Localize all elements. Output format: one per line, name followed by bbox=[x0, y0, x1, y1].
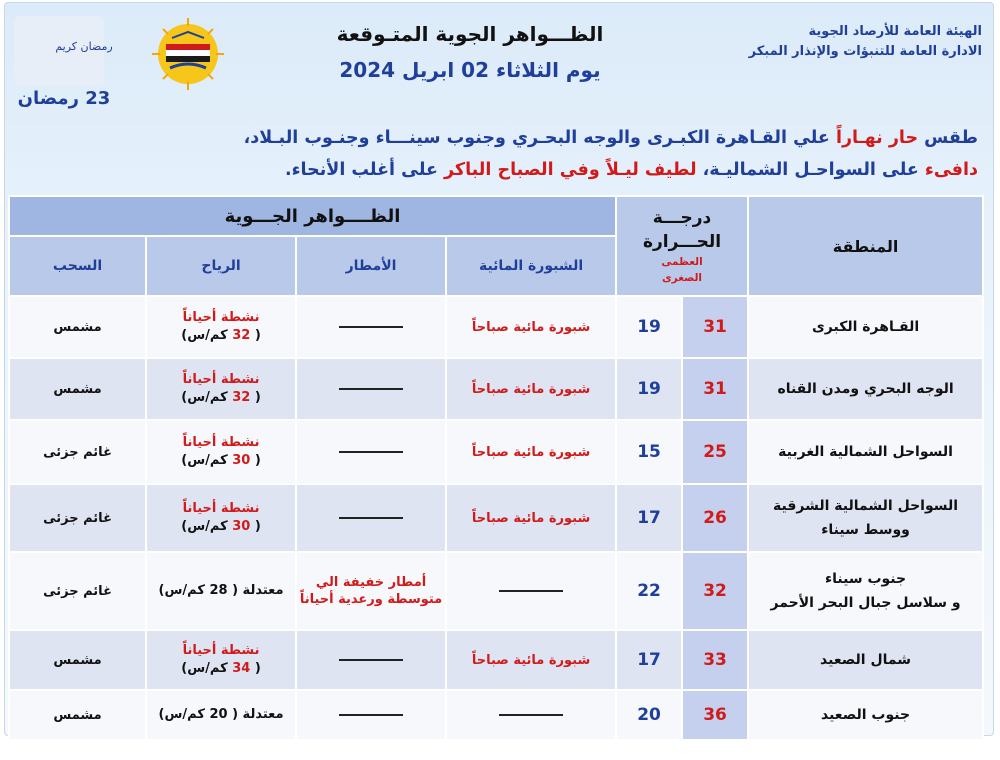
summary-morning: وفي الصباح الباكر bbox=[444, 160, 600, 180]
bottom-strip bbox=[4, 738, 994, 760]
region-line-1: جنوب سيناء bbox=[824, 571, 907, 587]
max-temp-cell: 26 bbox=[682, 484, 748, 552]
header-wind: الرياح bbox=[146, 236, 296, 296]
wind-cell bbox=[146, 296, 296, 358]
region-cell bbox=[748, 552, 983, 630]
wind-desc: نشطة أحياناً bbox=[182, 501, 260, 516]
ema-sun-logo-icon bbox=[140, 16, 236, 92]
region-line-2: ووسط سيناء bbox=[821, 522, 910, 538]
fog-cell: شبورة مائية صباحاً bbox=[446, 630, 616, 690]
dash-mark bbox=[339, 517, 403, 519]
dash-mark bbox=[339, 451, 403, 453]
fog-cell bbox=[446, 552, 616, 630]
wind-desc: نشطة أحياناً bbox=[182, 435, 260, 450]
max-temp-cell: 36 bbox=[682, 690, 748, 740]
table-row bbox=[9, 296, 983, 358]
fog-cell: شبورة مائية صباحاً bbox=[446, 358, 616, 420]
wind-cell: معتدلة ( 20 كم/س) bbox=[146, 690, 296, 740]
wind-speed: 30 bbox=[232, 453, 251, 468]
wind-pre: ( bbox=[250, 661, 261, 676]
clouds-cell: مشمس bbox=[9, 630, 146, 690]
min-temp-cell: 19 bbox=[616, 358, 682, 420]
clouds-cell: مشمس bbox=[9, 690, 146, 740]
header-temp-title-1: درجـــة bbox=[652, 208, 712, 228]
dash-mark bbox=[499, 590, 563, 592]
wind-unit: كم/س) bbox=[181, 661, 233, 676]
summary-part: على أغلب الأنحاء. bbox=[284, 160, 445, 180]
header-temp-max: العظمى bbox=[661, 256, 703, 268]
wind-unit: كم/س) bbox=[181, 390, 233, 405]
fog-cell bbox=[446, 690, 616, 740]
clouds-cell: غائم جزئى bbox=[9, 484, 146, 552]
summary-warm: دافىء bbox=[924, 160, 978, 180]
wind-speed: 34 bbox=[232, 661, 251, 676]
region-cell: السواحل الشمالية الغربية bbox=[748, 420, 983, 484]
dash-mark bbox=[339, 714, 403, 716]
summary-day: نهـاراً bbox=[829, 128, 889, 148]
table-row bbox=[9, 690, 983, 740]
min-temp-cell: 15 bbox=[616, 420, 682, 484]
header-fog: الشبورة المائية bbox=[446, 236, 616, 296]
wind-speed: 32 bbox=[232, 328, 251, 343]
region-cell: الوجه البحري ومدن القناه bbox=[748, 358, 983, 420]
clouds-cell: غائم جزئى bbox=[9, 552, 146, 630]
summary-hot: حار bbox=[888, 128, 919, 148]
fog-cell: شبورة مائية صباحاً bbox=[446, 420, 616, 484]
rain-cell: أمطار خفيفة الي متوسطة ورعدية أحياناً bbox=[296, 552, 446, 630]
wind-cell: معتدلة ( 28 كم/س) bbox=[146, 552, 296, 630]
clouds-cell: مشمس bbox=[9, 296, 146, 358]
wind-unit: كم/س) bbox=[181, 453, 233, 468]
wind-cell bbox=[146, 420, 296, 484]
crescent-moon-icon bbox=[14, 16, 113, 86]
rain-cell bbox=[296, 630, 446, 690]
table-row bbox=[9, 484, 983, 552]
region-cell: القـاهرة الكبرى bbox=[748, 296, 983, 358]
wind-pre: ( bbox=[250, 453, 261, 468]
wind-unit: كم/س) bbox=[181, 328, 233, 343]
org-line-2: الادارة العامة للتنبؤات والإنذار المبكر bbox=[748, 44, 982, 59]
clouds-cell: مشمس bbox=[9, 358, 146, 420]
header-temp-min: الصغرى bbox=[662, 272, 703, 284]
region-line-1: السواحل الشمالية الشرقية bbox=[773, 498, 959, 514]
dash-mark bbox=[499, 714, 563, 716]
wind-desc: نشطة أحياناً bbox=[182, 310, 260, 325]
rain-cell bbox=[296, 690, 446, 740]
region-line-2: و سلاسل جبال البحر الأحمر bbox=[770, 595, 961, 611]
max-temp-cell: 31 bbox=[682, 358, 748, 420]
organization-header bbox=[749, 22, 982, 62]
summary-part: على السواحـل الشماليـة، bbox=[696, 160, 925, 180]
table-row bbox=[9, 420, 983, 484]
region-cell bbox=[748, 484, 983, 552]
forecast-summary bbox=[18, 122, 978, 186]
rain-cell bbox=[296, 358, 446, 420]
table-row bbox=[9, 630, 983, 690]
header-phenomena: الظــــواهر الجـــوية bbox=[9, 196, 616, 236]
summary-part: علي القـاهرة الكبـرى والوجه البحـري وجنوب سينـــاء وجنـوب البـلاد، bbox=[243, 128, 830, 148]
wind-cell bbox=[146, 358, 296, 420]
header-temperature bbox=[616, 196, 748, 296]
clouds-cell: غائم جزئى bbox=[9, 420, 146, 484]
table-row bbox=[9, 358, 983, 420]
wind-pre: ( bbox=[250, 328, 261, 343]
wind-speed: 30 bbox=[232, 519, 251, 534]
region-cell: جنوب الصعيد bbox=[748, 690, 983, 740]
wind-pre: ( bbox=[250, 519, 261, 534]
wind-desc: نشطة أحياناً bbox=[182, 643, 260, 658]
wind-cell bbox=[146, 484, 296, 552]
dash-mark bbox=[339, 326, 403, 328]
max-temp-cell: 32 bbox=[682, 552, 748, 630]
page-title: الظـــواهر الجوية المتـوقعة bbox=[336, 22, 604, 46]
header-temp-title-2: الحـــرارة bbox=[642, 232, 722, 252]
org-line-1: الهيئة العامة للأرصاد الجوية bbox=[808, 24, 982, 39]
summary-mild: لطيف bbox=[644, 160, 697, 180]
rain-cell bbox=[296, 296, 446, 358]
summary-night: ليـلاً bbox=[599, 160, 645, 180]
fog-cell: شبورة مائية صباحاً bbox=[446, 484, 616, 552]
wind-unit: كم/س) bbox=[181, 519, 233, 534]
forecast-date: يوم الثلاثاء 02 ابريل 2024 bbox=[339, 58, 601, 82]
region-cell: شمال الصعيد bbox=[748, 630, 983, 690]
dash-mark bbox=[339, 388, 403, 390]
max-temp-cell: 31 bbox=[682, 296, 748, 358]
dash-mark bbox=[339, 659, 403, 661]
weather-table bbox=[8, 195, 984, 741]
min-temp-cell: 17 bbox=[616, 630, 682, 690]
ramadan-day: 23 رمضان bbox=[17, 88, 111, 109]
min-temp-cell: 20 bbox=[616, 690, 682, 740]
header-region: المنطقة bbox=[748, 196, 983, 296]
max-temp-cell: 25 bbox=[682, 420, 748, 484]
min-temp-cell: 19 bbox=[616, 296, 682, 358]
wind-cell bbox=[146, 630, 296, 690]
rain-cell bbox=[296, 484, 446, 552]
header-rain: الأمطار bbox=[296, 236, 446, 296]
table-row bbox=[9, 552, 983, 630]
fog-cell: شبورة مائية صباحاً bbox=[446, 296, 616, 358]
min-temp-cell: 17 bbox=[616, 484, 682, 552]
moon-text: رمضان كريم bbox=[55, 40, 113, 53]
wind-pre: ( bbox=[250, 390, 261, 405]
header-clouds: السحب bbox=[9, 236, 146, 296]
wind-desc: نشطة أحياناً bbox=[182, 372, 260, 387]
max-temp-cell: 33 bbox=[682, 630, 748, 690]
wind-speed: 32 bbox=[232, 390, 251, 405]
min-temp-cell: 22 bbox=[616, 552, 682, 630]
summary-part: طقس bbox=[918, 128, 978, 148]
rain-cell bbox=[296, 420, 446, 484]
